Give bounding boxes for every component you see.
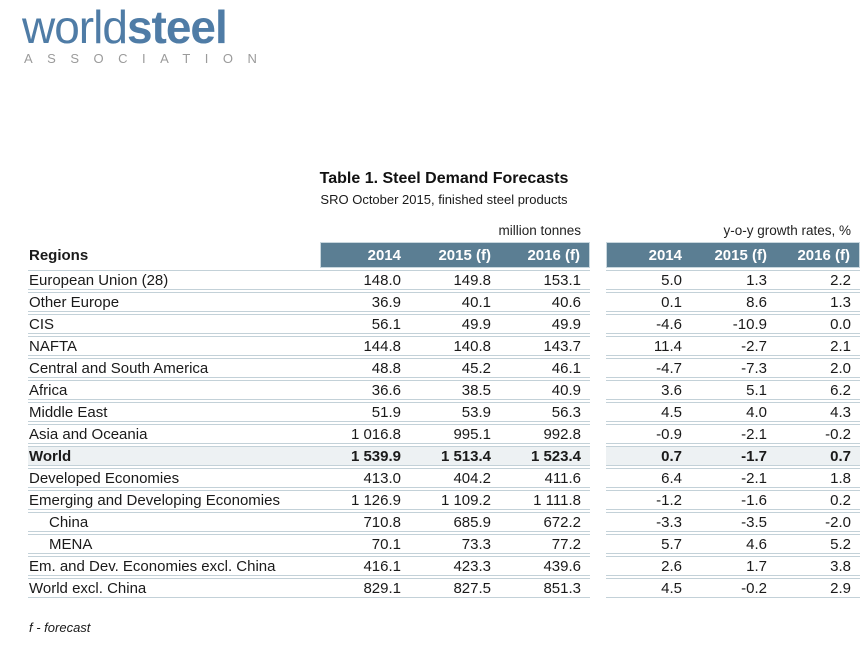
table-row	[28, 358, 860, 378]
tonnes-value-cell: 36.6	[320, 380, 410, 400]
tonnes-value-cell: 144.8	[320, 336, 410, 356]
growth-value-cell: -1.7	[691, 446, 776, 466]
group-header-row	[28, 222, 860, 240]
growth-value-cell: 5.1	[691, 380, 776, 400]
column-gap	[590, 222, 606, 240]
growth-value-cell: -1.2	[606, 490, 691, 510]
growth-value-cell: 4.6	[691, 534, 776, 554]
tonnes-year-2015f-header: 2015 (f)	[410, 242, 500, 268]
table-subtitle: SRO October 2015, finished steel products	[320, 192, 568, 207]
growth-value-cell: 5.0	[606, 270, 691, 290]
column-gap	[590, 314, 606, 334]
tonnes-value-cell: 685.9	[410, 512, 500, 532]
growth-value-cell: 4.0	[691, 402, 776, 422]
worldsteel-logo	[22, 1, 272, 66]
table-row	[28, 468, 860, 488]
tonnes-value-cell: 70.1	[320, 534, 410, 554]
tonnes-value-cell: 1 016.8	[320, 424, 410, 444]
growth-value-cell: 0.1	[606, 292, 691, 312]
growth-value-cell: -2.1	[691, 424, 776, 444]
growth-value-cell: 6.2	[776, 380, 860, 400]
growth-value-cell: -7.3	[691, 358, 776, 378]
growth-value-cell: 11.4	[606, 336, 691, 356]
growth-value-cell: 2.0	[776, 358, 860, 378]
tonnes-value-cell: 827.5	[410, 578, 500, 598]
column-gap	[590, 292, 606, 312]
growth-value-cell: 2.6	[606, 556, 691, 576]
forecast-footnote: f - forecast	[29, 620, 91, 635]
table-row	[28, 512, 860, 532]
column-gap	[590, 446, 606, 466]
growth-value-cell: 4.5	[606, 578, 691, 598]
regions-column-header: Regions	[29, 246, 89, 264]
region-cell: Other Europe	[28, 292, 320, 312]
growth-value-cell: -0.9	[606, 424, 691, 444]
region-cell: Emerging and Developing Economies	[28, 490, 320, 510]
growth-value-cell: 1.7	[691, 556, 776, 576]
tonnes-value-cell: 995.1	[410, 424, 500, 444]
tonnes-value-cell: 56.1	[320, 314, 410, 334]
tonnes-value-cell: 46.1	[500, 358, 590, 378]
growth-value-cell: 0.0	[776, 314, 860, 334]
growth-value-cell: -0.2	[691, 578, 776, 598]
growth-value-cell: -3.3	[606, 512, 691, 532]
region-cell: Africa	[28, 380, 320, 400]
growth-value-cell: 2.2	[776, 270, 860, 290]
column-gap	[590, 512, 606, 532]
tonnes-value-cell: 1 539.9	[320, 446, 410, 466]
column-gap	[590, 402, 606, 422]
table-row	[28, 314, 860, 334]
table-row	[28, 292, 860, 312]
tonnes-value-cell: 40.1	[410, 292, 500, 312]
growth-value-cell: 2.9	[776, 578, 860, 598]
column-gap	[590, 534, 606, 554]
table-row	[28, 270, 860, 290]
table-title: Table 1. Steel Demand Forecasts	[319, 170, 569, 187]
logo-association-text: ASSOCIATION	[24, 51, 272, 66]
growth-value-cell: 5.7	[606, 534, 691, 554]
growth-value-cell: -2.0	[776, 512, 860, 532]
growth-value-cell: -4.6	[606, 314, 691, 334]
region-cell: China	[28, 512, 320, 532]
column-gap	[590, 424, 606, 444]
growth-value-cell: 1.3	[776, 292, 860, 312]
growth-value-cell: 3.8	[776, 556, 860, 576]
region-cell: European Union (28)	[28, 270, 320, 290]
tonnes-year-2014-header: 2014	[320, 242, 410, 268]
tonnes-value-cell: 140.8	[410, 336, 500, 356]
table-row	[28, 534, 860, 554]
tonnes-value-cell: 40.9	[500, 380, 590, 400]
growth-value-cell: -0.2	[776, 424, 860, 444]
growth-value-cell: 6.4	[606, 468, 691, 488]
year-header-row	[28, 242, 860, 268]
forecast-table-container	[28, 220, 860, 600]
table-body	[28, 270, 860, 598]
region-cell: CIS	[28, 314, 320, 334]
tonnes-year-2016f-header: 2016 (f)	[500, 242, 590, 268]
growth-year-2015f-header: 2015 (f)	[691, 242, 776, 268]
group-header-growth-rates: y-o-y growth rates, %	[723, 222, 851, 238]
tonnes-value-cell: 1 111.8	[500, 490, 590, 510]
growth-value-cell: -10.9	[691, 314, 776, 334]
growth-value-cell: -2.1	[691, 468, 776, 488]
region-cell: Developed Economies	[28, 468, 320, 488]
tonnes-value-cell: 45.2	[410, 358, 500, 378]
group-header-million-tonnes: million tonnes	[498, 222, 581, 238]
tonnes-value-cell: 1 126.9	[320, 490, 410, 510]
growth-value-cell: 0.2	[776, 490, 860, 510]
tonnes-value-cell: 49.9	[410, 314, 500, 334]
table-row	[28, 578, 860, 598]
tonnes-value-cell: 411.6	[500, 468, 590, 488]
table-row	[28, 556, 860, 576]
growth-value-cell: 2.1	[776, 336, 860, 356]
growth-year-2016f-header: 2016 (f)	[776, 242, 860, 268]
region-cell: MENA	[28, 534, 320, 554]
tonnes-value-cell: 710.8	[320, 512, 410, 532]
region-cell: NAFTA	[28, 336, 320, 356]
growth-value-cell: 1.8	[776, 468, 860, 488]
growth-value-cell: 0.7	[776, 446, 860, 466]
logo-wordmark	[22, 1, 271, 53]
column-gap	[590, 242, 606, 268]
region-cell: Asia and Oceania	[28, 424, 320, 444]
column-gap	[590, 358, 606, 378]
column-gap	[590, 336, 606, 356]
tonnes-value-cell: 439.6	[500, 556, 590, 576]
tonnes-value-cell: 672.2	[500, 512, 590, 532]
column-gap	[590, 468, 606, 488]
growth-value-cell: 4.3	[776, 402, 860, 422]
tonnes-value-cell: 992.8	[500, 424, 590, 444]
region-cell: World excl. China	[28, 578, 320, 598]
growth-value-cell: 0.7	[606, 446, 691, 466]
tonnes-value-cell: 1 513.4	[410, 446, 500, 466]
tonnes-value-cell: 149.8	[410, 270, 500, 290]
growth-value-cell: 4.5	[606, 402, 691, 422]
tonnes-value-cell: 143.7	[500, 336, 590, 356]
growth-value-cell: -4.7	[606, 358, 691, 378]
tonnes-value-cell: 404.2	[410, 468, 500, 488]
tonnes-value-cell: 423.3	[410, 556, 500, 576]
region-cell: Middle East	[28, 402, 320, 422]
tonnes-value-cell: 49.9	[500, 314, 590, 334]
tonnes-value-cell: 148.0	[320, 270, 410, 290]
empty-cell	[28, 222, 320, 240]
table-row	[28, 402, 860, 422]
growth-value-cell: -3.5	[691, 512, 776, 532]
column-gap	[590, 556, 606, 576]
forecast-table	[28, 220, 860, 600]
tonnes-value-cell: 153.1	[500, 270, 590, 290]
tonnes-value-cell: 40.6	[500, 292, 590, 312]
growth-value-cell: 5.2	[776, 534, 860, 554]
tonnes-value-cell: 51.9	[320, 402, 410, 422]
table-row	[28, 446, 860, 466]
logo-word-world: world	[22, 1, 127, 53]
growth-value-cell: 8.6	[691, 292, 776, 312]
region-cell: Em. and Dev. Economies excl. China	[28, 556, 320, 576]
table-row	[28, 490, 860, 510]
region-cell: World	[28, 446, 320, 466]
table-row	[28, 336, 860, 356]
tonnes-value-cell: 38.5	[410, 380, 500, 400]
region-cell: Central and South America	[28, 358, 320, 378]
tonnes-value-cell: 1 109.2	[410, 490, 500, 510]
tonnes-value-cell: 1 523.4	[500, 446, 590, 466]
tonnes-value-cell: 829.1	[320, 578, 410, 598]
tonnes-value-cell: 48.8	[320, 358, 410, 378]
column-gap	[590, 490, 606, 510]
growth-value-cell: -1.6	[691, 490, 776, 510]
column-gap	[590, 270, 606, 290]
table-title-block	[28, 170, 860, 207]
column-gap	[590, 380, 606, 400]
tonnes-value-cell: 77.2	[500, 534, 590, 554]
growth-value-cell: 3.6	[606, 380, 691, 400]
growth-value-cell: -2.7	[691, 336, 776, 356]
table-row	[28, 424, 860, 444]
tonnes-value-cell: 36.9	[320, 292, 410, 312]
growth-value-cell: 1.3	[691, 270, 776, 290]
tonnes-value-cell: 73.3	[410, 534, 500, 554]
column-gap	[590, 578, 606, 598]
tonnes-value-cell: 416.1	[320, 556, 410, 576]
tonnes-value-cell: 413.0	[320, 468, 410, 488]
tonnes-value-cell: 851.3	[500, 578, 590, 598]
tonnes-value-cell: 53.9	[410, 402, 500, 422]
growth-year-2014-header: 2014	[606, 242, 691, 268]
tonnes-value-cell: 56.3	[500, 402, 590, 422]
logo-word-steel: steel	[126, 1, 227, 53]
table-row	[28, 380, 860, 400]
